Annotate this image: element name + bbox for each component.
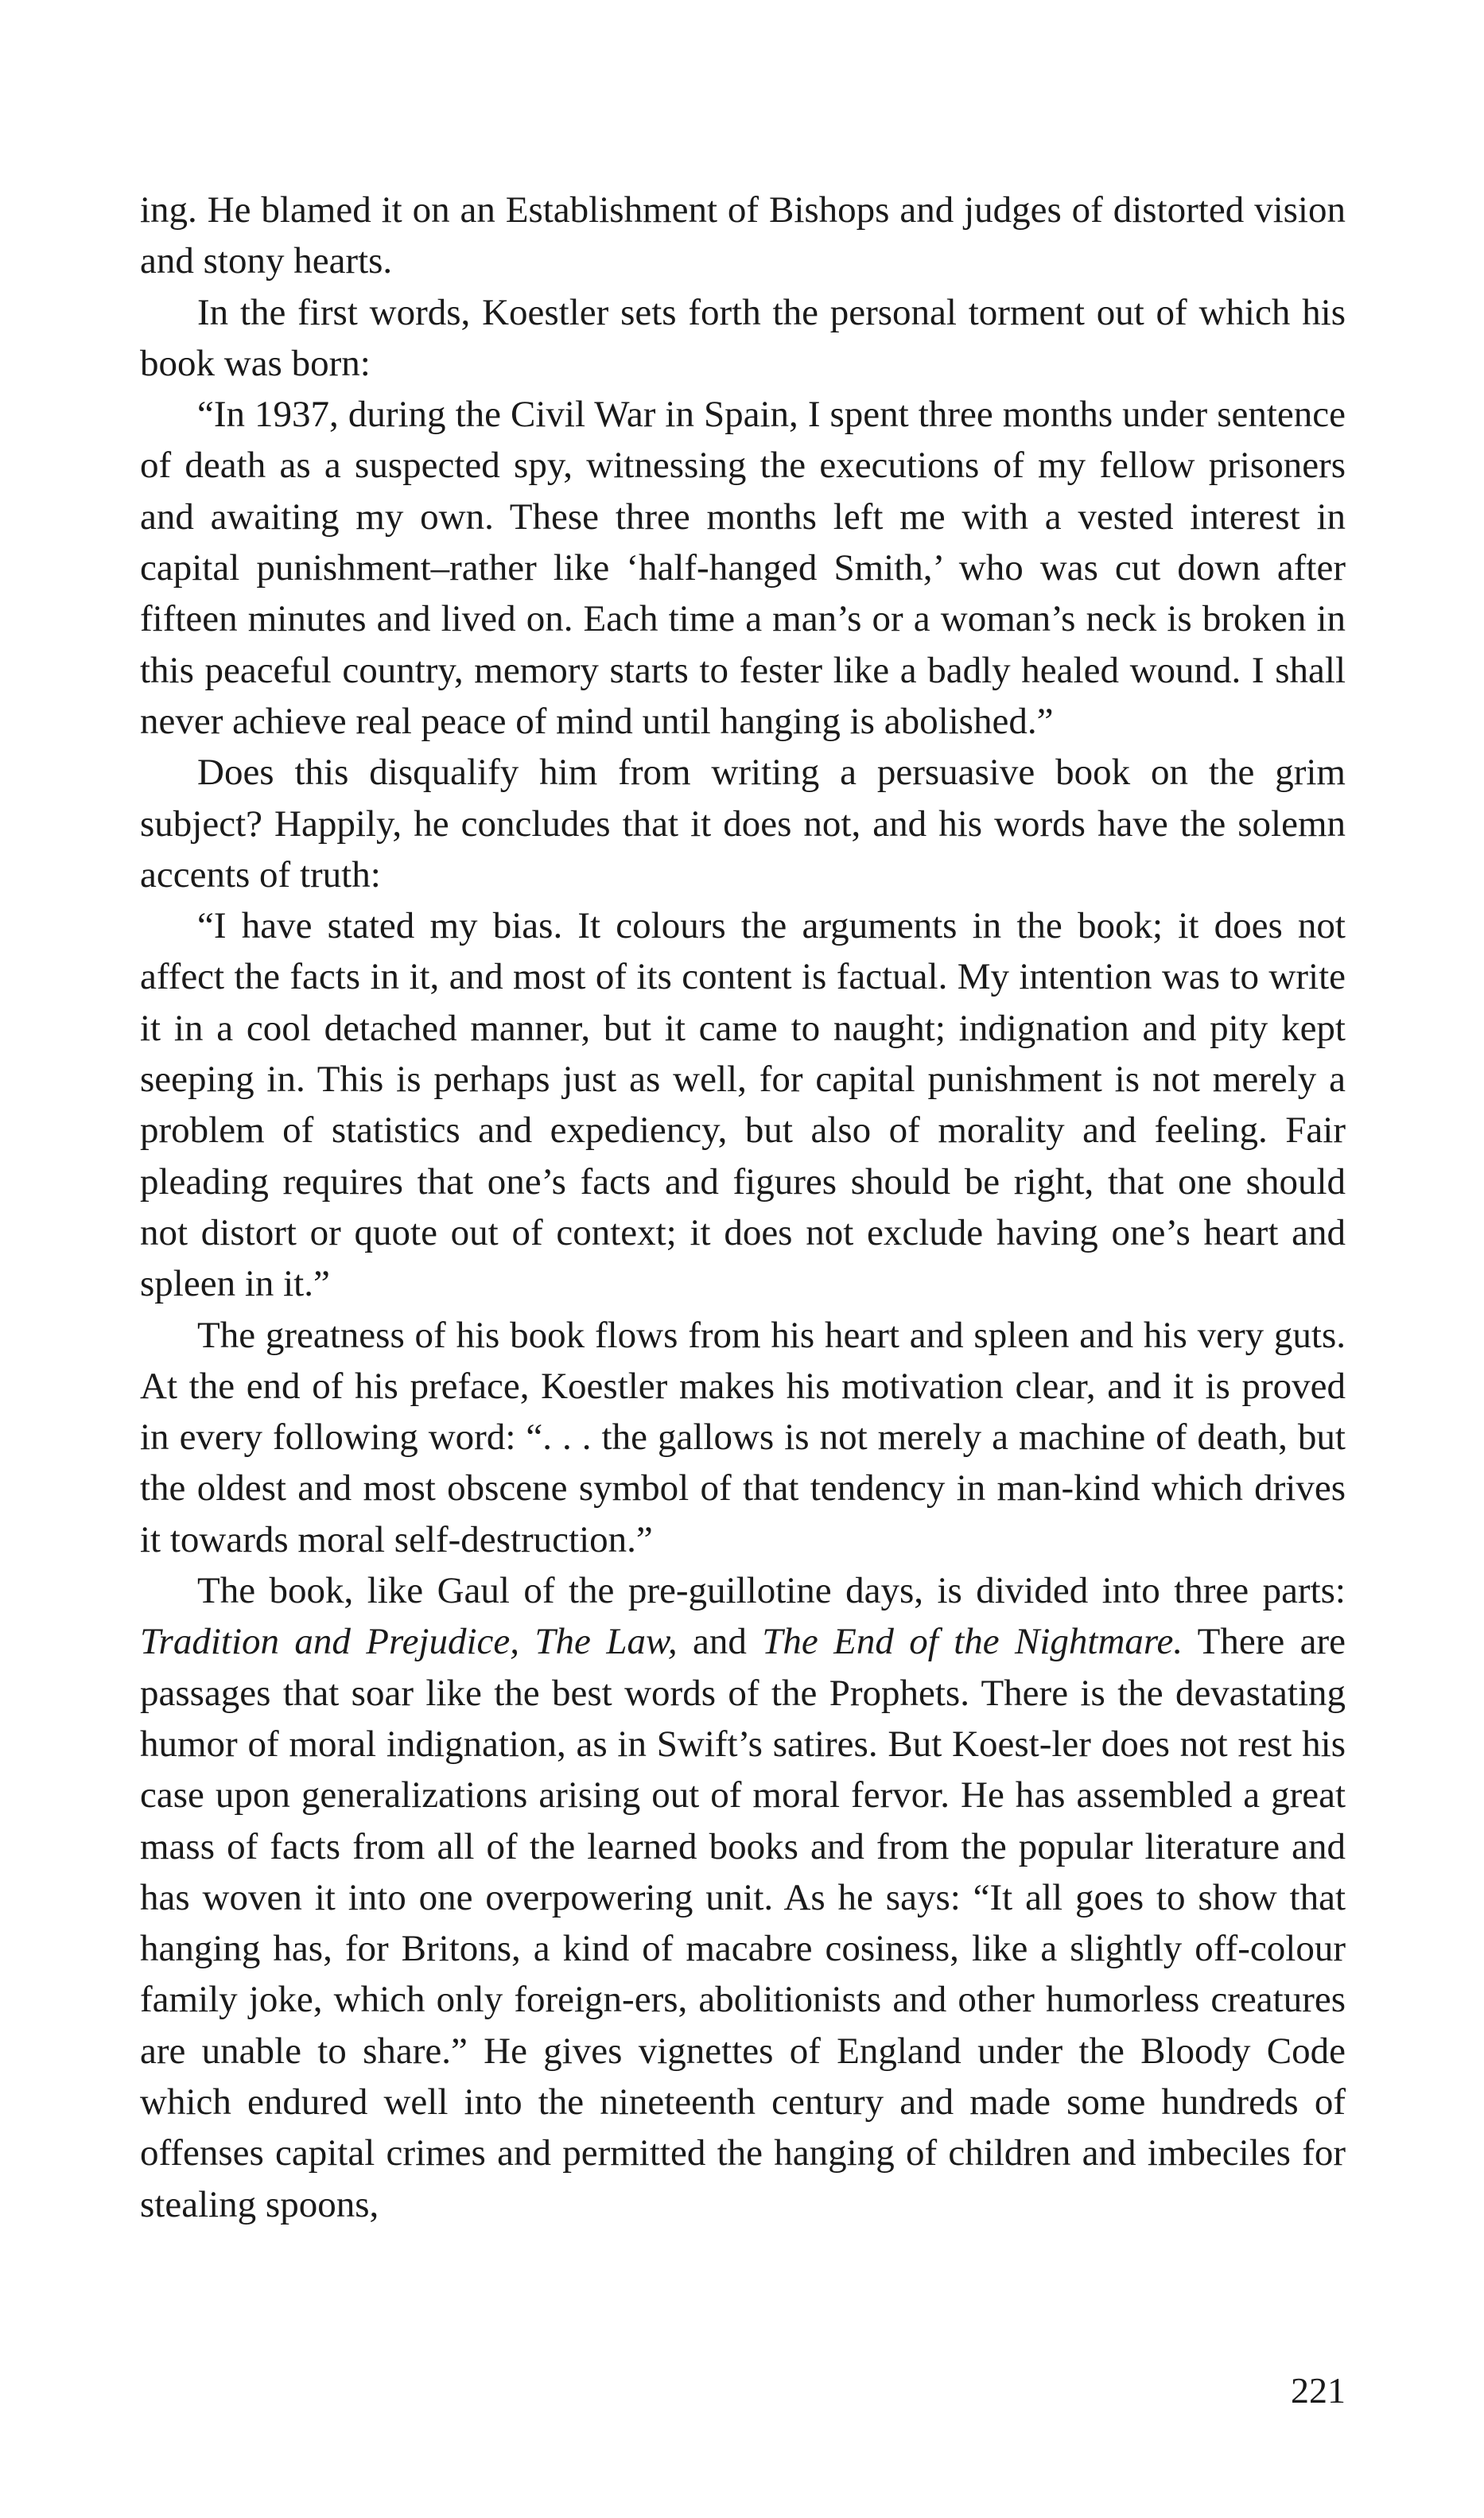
body-text — [140, 185, 1346, 2230]
part-title-1: Tradition and Prejudice, — [140, 1621, 520, 1663]
part-title-2: The Law, — [534, 1621, 678, 1663]
paragraph-7 — [140, 1565, 1346, 2230]
paragraph-7-intro: The book, like Gaul of the pre-guillotine days, is divided into three parts: — [197, 1570, 1346, 1612]
paragraph-3-quote: “In 1937, during the Civil War in Spain, I spent three months under sentence of death as a suspected spy, witnessing the executions of my fellow prisoners and awaiting my own. These three months left me with a vested interest in capital punishment–rather like ‘half-hanged Smith,’ who was cut down after fifteen minutes and lived on. Each time a man’s or a woman’s neck is broken in this peaceful country, memory starts to fester like a badly healed wound. I shall never achieve real peace of mind until hanging is abolished.” — [140, 394, 1346, 742]
paragraph-1: ing. He blamed it on an Establishment of Bishops and judges of distorted vision and stony hearts. — [140, 189, 1346, 282]
part-title-3: The End of the Nightmare. — [762, 1621, 1183, 1663]
paragraph-4: Does this disqualify him from writing a persuasive book on the grim subject? Happily, he concludes that it does not, and his words have the solemn accents of truth: — [140, 752, 1346, 896]
paragraph-7-rest: There are passages that soar like the best words of the Prophets. There is the devastating humor of moral indignation, as in Swift’s satires. But Koest-ler does not rest his case upon generalizations arising out of moral fervor. He has assembled a great mass of facts from all of the learned books and from the popular literature and has woven it into one overpowering unit. As he says: “It all goes to show that hanging has, for Britons, a kind of macabre cosiness, like a slightly off-colour family joke, which only foreign-ers, abolitionists and other humorless creatures are unable to share.” He gives vignettes of England under the Bloody Code which endured well into the nineteenth century and made some hundreds of offenses capital crimes and permitted the hanging of children and imbeciles for stealing spoons, — [140, 1621, 1346, 2225]
paragraph-5-quote: “I have stated my bias. It colours the arguments in the book; it does not affect the facts in it, and most of its content is factual. My intention was to write it in a cool detached manner, but it came to naught; indignation and pity kept seeping in. This is perhaps just as well, for capital punishment is not merely a problem of statistics and expediency, but also of morality and feeling. Fair pleading requires that one’s facts and figures should be right, that one should not distort or quote out of context; it does not exclude having one’s heart and spleen in it.” — [140, 905, 1346, 1305]
paragraph-7-sep-1 — [519, 1621, 534, 1662]
paragraph-6: The greatness of his book flows from his heart and spleen and his very guts. At the end of his preface, Koestler makes his motivation clear, and it is proved in every following word: “. . . the gallows is not merely a machine of death, but the oldest and most obscene symbol of that tendency in man-kind which drives it towards moral self-destruction.” — [140, 1314, 1346, 1560]
paragraph-7-sep-2: and — [677, 1621, 763, 1663]
page-number: 221 — [1291, 2370, 1346, 2411]
paragraph-2: In the first words, Koestler sets forth the personal torment out of which his book was born: — [140, 291, 1346, 384]
